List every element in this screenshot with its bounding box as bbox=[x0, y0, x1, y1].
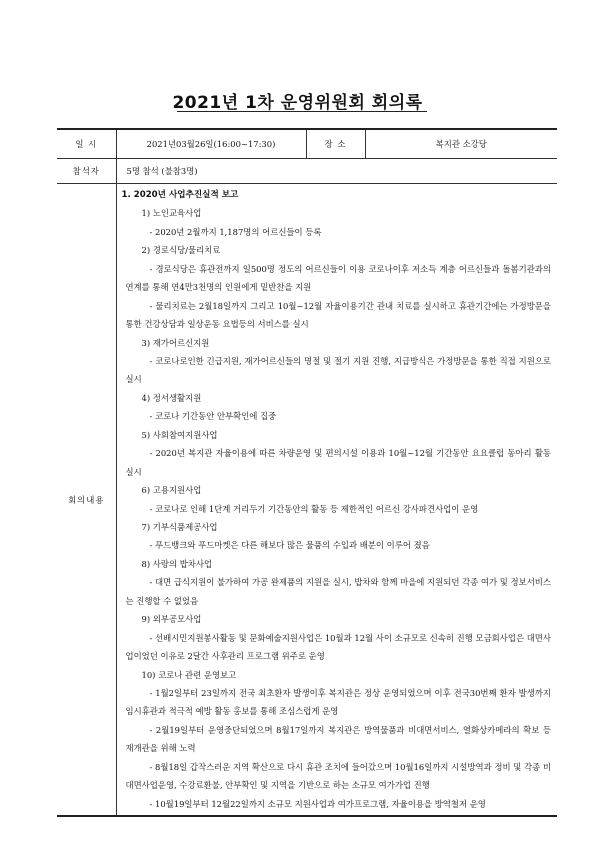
subsection-heading: 5) 사회참여지원사업 bbox=[141, 429, 218, 440]
content-body bbox=[116, 184, 557, 817]
content-paragraph: - 2020년 2월까지 1,187명의 어르신들이 등록 bbox=[149, 226, 322, 237]
content-items bbox=[122, 204, 552, 813]
subsection-heading: 2) 경로식당/물리치료 bbox=[141, 245, 221, 256]
subsection-heading: 9) 외부공모사업 bbox=[141, 614, 202, 625]
subsection-heading: 1) 노인교육사업 bbox=[141, 208, 202, 219]
date-value: 2021년03월26일(16:00~17:30) bbox=[116, 129, 306, 159]
section-title: 1. 2020년 사업추진실적 보고 bbox=[121, 190, 239, 200]
subsection-heading: 4) 정서생활지원 bbox=[141, 392, 202, 403]
document-title: 2021년 1차 운영위원회 회의록 bbox=[172, 93, 423, 113]
content-paragraph: - 10월19일부터 12월22일까지 소규모 지원사업과 여가프로그램, 자율이용을 방역철저 운영 bbox=[149, 798, 486, 809]
content-paragraph: - 코로나로인한 긴급지원, 재가어르신들의 명절 및 절기 지원 진행, 지급방식은 가정방문을 통한 직접 지원으로 실시 bbox=[125, 356, 551, 385]
content-paragraph: - 물리치료는 2월18일까지 그리고 10월~12월 자율이용기간 관내 치료를 실시하고 휴관기간에는 가정방문을 통한 건강상담과 일상운동 요법등의 서비스를 실시 bbox=[125, 300, 551, 330]
place-value: 복지관 소강당 bbox=[365, 129, 557, 159]
content-paragraph: - 2월19일부터 운영중단되었으며 8월17일까지 복지관은 방역물품과 비대면서비스, 열화상카메라의 확보 등 재개관을 위해 노력 bbox=[125, 724, 551, 754]
subsection-heading: 8) 사랑의 밥차사업 bbox=[141, 558, 213, 569]
content-paragraph: - 경로식당은 휴관전까지 일500명 정도의 어르신들이 이용 코로나이후 저소득 계층 어르신들과 돌봄기관과의 연계를 통해 연4만3천명의 인원에게 밑반찬을 지원 bbox=[125, 263, 551, 293]
subsection-heading: 3) 재가어르신지원 bbox=[141, 337, 210, 348]
attendee-value: 5명 참석 (불참3명) bbox=[116, 159, 557, 184]
subsection-heading: 10) 코로나 관련 운영보고 bbox=[141, 669, 237, 680]
subsection-heading: 6) 고용지원사업 bbox=[141, 485, 202, 496]
content-paragraph: - 1월2일부터 23일까지 전국 최초환자 발생이후 복지관은 정상 운영되었으며 이후 전국30번째 환자 발생까지 임시휴관과 적극적 예방 활동 홍보를 통해 조심스럽게 운영 bbox=[125, 688, 551, 717]
content-paragraph: - 8월18일 갑작스러운 지역 확산으로 다시 휴관 조치에 들어갔으며 10월16일까지 시설방역과 정비 및 각종 비대면사업운영, 수강료환불, 안부확인 및 지역을 기반으로 하는 소규모 여가가업 진행 bbox=[125, 761, 551, 791]
content-paragraph: - 2020년 복지관 자율이용에 따른 차량운영 및 편의시설 이용과 10월~12월 기간동안 요요클럽 동아리 활동실시 bbox=[125, 448, 551, 477]
content-row bbox=[57, 184, 557, 817]
content-paragraph: - 선배시민지원봉사활동 및 문화예술지원사업은 10월과 12월 사이 소규모로 신속히 진행 모금회사업은 대면사업이었던 이유로 2달간 사후관리 프로그램 위주로 운영 bbox=[125, 632, 551, 662]
subsection-heading: 7) 기부식품제공사업 bbox=[141, 522, 218, 532]
date-place-row bbox=[57, 129, 557, 159]
content-paragraph: - 코로나로 인해 1단계 거리두기 기간동안의 활동 등 제한적인 어르신 강사파견사업이 운영 bbox=[149, 503, 479, 514]
content-paragraph: - 푸드뱅크와 푸드마켓은 다른 해보다 많은 물품의 수입과 배분이 이루어 졌음 bbox=[149, 540, 430, 551]
attendee-label: 참석자 bbox=[57, 159, 116, 184]
minutes-table bbox=[57, 128, 557, 817]
title-underline bbox=[177, 111, 427, 112]
attendee-row bbox=[57, 159, 557, 184]
place-label: 장 소 bbox=[306, 129, 365, 159]
content-paragraph: - 대면 급식지원이 불가하여 가공 완제품의 지원을 실시, 밥차와 함께 마을에 지원되던 각종 여가 및 정보서비스는 진행할 수 없었음 bbox=[125, 577, 551, 606]
content-paragraph: - 코로나 기간동안 안부확인에 집중 bbox=[149, 411, 277, 422]
content-label: 회의내용 bbox=[57, 184, 116, 817]
date-label: 일 시 bbox=[57, 129, 116, 159]
